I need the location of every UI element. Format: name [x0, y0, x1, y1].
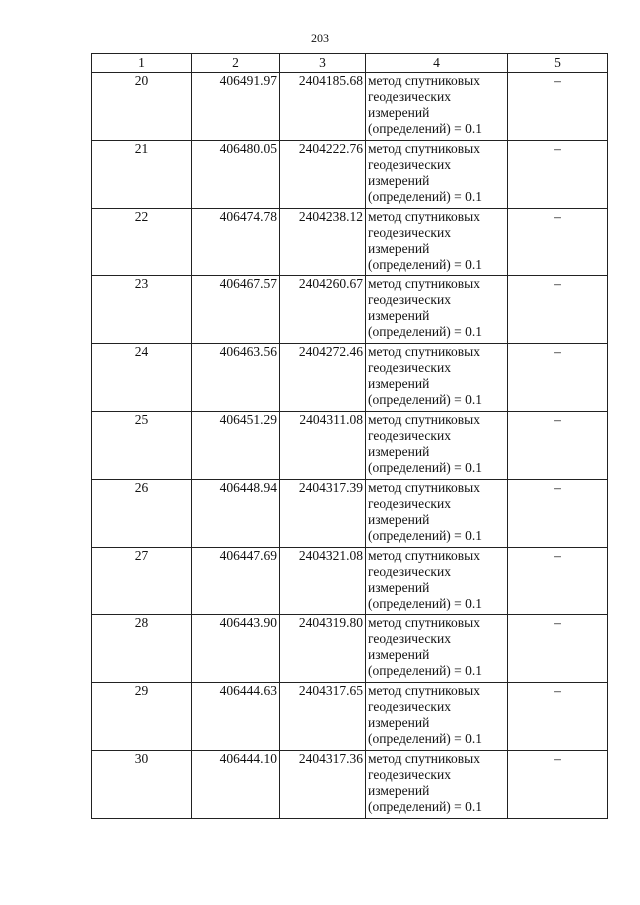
y-coordinate: 2404260.67 — [280, 276, 366, 344]
point-number: 23 — [92, 276, 192, 344]
point-number: 25 — [92, 411, 192, 479]
method-description: метод спутниковых геодезических измерений (определений) = 0.1 — [366, 140, 508, 208]
coordinates-table — [91, 53, 608, 819]
x-coordinate: 406480.05 — [192, 140, 280, 208]
note-cell: – — [508, 208, 608, 276]
table-body — [92, 73, 608, 819]
y-coordinate: 2404185.68 — [280, 73, 366, 141]
table-row — [92, 140, 608, 208]
note-cell: – — [508, 73, 608, 141]
x-coordinate: 406491.97 — [192, 73, 280, 141]
y-coordinate: 2404311.08 — [280, 411, 366, 479]
point-number: 28 — [92, 615, 192, 683]
point-number: 29 — [92, 683, 192, 751]
x-coordinate: 406447.69 — [192, 547, 280, 615]
point-number: 20 — [92, 73, 192, 141]
table-row — [92, 276, 608, 344]
table-row — [92, 344, 608, 412]
y-coordinate: 2404319.80 — [280, 615, 366, 683]
table-row — [92, 208, 608, 276]
note-cell: – — [508, 344, 608, 412]
method-description: метод спутниковых геодезических измерений (определений) = 0.1 — [366, 411, 508, 479]
header-col-5: 5 — [508, 54, 608, 73]
page-number: 203 — [311, 31, 329, 45]
point-number: 22 — [92, 208, 192, 276]
y-coordinate: 2404317.65 — [280, 683, 366, 751]
table-row — [92, 411, 608, 479]
method-description: метод спутниковых геодезических измерений (определений) = 0.1 — [366, 683, 508, 751]
point-number: 24 — [92, 344, 192, 412]
table-row — [92, 73, 608, 141]
x-coordinate: 406443.90 — [192, 615, 280, 683]
y-coordinate: 2404238.12 — [280, 208, 366, 276]
y-coordinate: 2404317.36 — [280, 750, 366, 818]
header-col-4: 4 — [366, 54, 508, 73]
y-coordinate: 2404222.76 — [280, 140, 366, 208]
method-description: метод спутниковых геодезических измерений (определений) = 0.1 — [366, 479, 508, 547]
note-cell: – — [508, 683, 608, 751]
y-coordinate: 2404272.46 — [280, 344, 366, 412]
note-cell: – — [508, 276, 608, 344]
header-col-2: 2 — [192, 54, 280, 73]
note-cell: – — [508, 547, 608, 615]
note-cell: – — [508, 615, 608, 683]
header-col-3: 3 — [280, 54, 366, 73]
table-row — [92, 615, 608, 683]
table-row — [92, 683, 608, 751]
method-description: метод спутниковых геодезических измерений (определений) = 0.1 — [366, 750, 508, 818]
method-description: метод спутниковых геодезических измерений (определений) = 0.1 — [366, 73, 508, 141]
point-number: 27 — [92, 547, 192, 615]
x-coordinate: 406444.10 — [192, 750, 280, 818]
method-description: метод спутниковых геодезических измерений (определений) = 0.1 — [366, 547, 508, 615]
x-coordinate: 406467.57 — [192, 276, 280, 344]
point-number: 26 — [92, 479, 192, 547]
x-coordinate: 406451.29 — [192, 411, 280, 479]
x-coordinate: 406474.78 — [192, 208, 280, 276]
x-coordinate: 406448.94 — [192, 479, 280, 547]
table-row — [92, 750, 608, 818]
note-cell: – — [508, 411, 608, 479]
note-cell: – — [508, 479, 608, 547]
method-description: метод спутниковых геодезических измерений (определений) = 0.1 — [366, 615, 508, 683]
y-coordinate: 2404317.39 — [280, 479, 366, 547]
method-description: метод спутниковых геодезических измерений (определений) = 0.1 — [366, 208, 508, 276]
table-row — [92, 479, 608, 547]
table-header — [92, 54, 608, 73]
point-number: 21 — [92, 140, 192, 208]
x-coordinate: 406463.56 — [192, 344, 280, 412]
note-cell: – — [508, 140, 608, 208]
table-row — [92, 547, 608, 615]
header-col-1: 1 — [92, 54, 192, 73]
x-coordinate: 406444.63 — [192, 683, 280, 751]
y-coordinate: 2404321.08 — [280, 547, 366, 615]
header-row — [92, 54, 608, 73]
method-description: метод спутниковых геодезических измерений (определений) = 0.1 — [366, 344, 508, 412]
point-number: 30 — [92, 750, 192, 818]
note-cell: – — [508, 750, 608, 818]
method-description: метод спутниковых геодезических измерений (определений) = 0.1 — [366, 276, 508, 344]
